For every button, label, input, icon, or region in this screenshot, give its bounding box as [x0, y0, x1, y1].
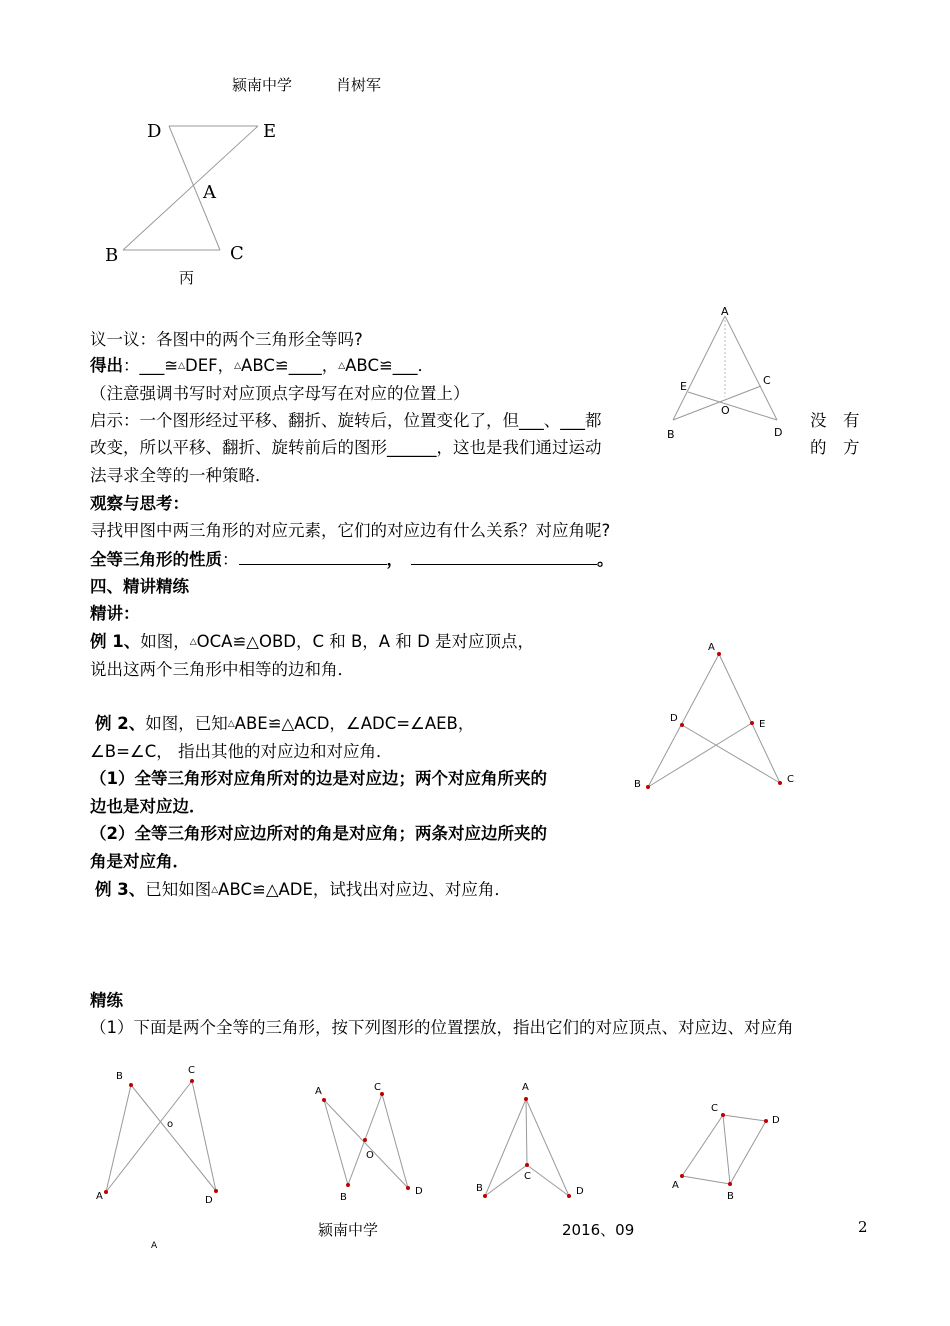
- page-number: 2: [858, 1218, 868, 1236]
- observe-heading: 观察与思考：: [90, 494, 189, 513]
- label-d: D: [576, 1186, 584, 1197]
- point-d: [567, 1194, 571, 1198]
- section-title: 四、精讲精练: [90, 577, 189, 596]
- practice-figure-4: [668, 1097, 793, 1207]
- label-c: C: [524, 1171, 531, 1182]
- property-label: 全等三角形的性质: [90, 550, 222, 569]
- figure-top-right: [660, 300, 790, 445]
- segment-cd: [723, 1115, 766, 1121]
- result-d: ABC≌___．: [345, 356, 435, 375]
- triangle-icon: △: [178, 361, 185, 371]
- practice-question-1: （1）下面是两个全等的三角形，按下列图形的位置摆放，指出它们的对应顶点、对应边、对应角: [90, 1018, 794, 1037]
- point-a: [104, 1190, 108, 1194]
- result-c: ABC≌____，: [241, 356, 339, 375]
- practice-figure-3: [470, 1076, 590, 1206]
- triangle-icon: △: [234, 361, 242, 371]
- example-3-text2: ABC≌△ADE，试找出对应边、对应角．: [218, 880, 511, 899]
- point-c: [721, 1113, 725, 1117]
- point-b: [346, 1183, 350, 1187]
- segment-db: [730, 1121, 766, 1184]
- point-c: [190, 1079, 194, 1083]
- segment-ab: [682, 1176, 730, 1184]
- label-c: C: [787, 774, 794, 785]
- stray-label: A: [151, 1241, 158, 1251]
- point-a: [717, 652, 721, 656]
- example-1: [90, 631, 534, 653]
- example-2-line-2: ∠B=∠C， 指出其他的对应边和对应角．: [90, 742, 393, 761]
- result-line: [90, 355, 434, 377]
- example-1-label: 例 1、: [90, 632, 141, 651]
- label-d: D: [774, 426, 783, 439]
- point-e: [750, 721, 754, 725]
- label-b: B: [634, 779, 641, 790]
- label-b: B: [667, 428, 675, 441]
- label-b: B: [476, 1183, 483, 1194]
- jingjiang-heading: 精讲：: [90, 604, 140, 623]
- point-a: [680, 1174, 684, 1178]
- hint-line-1: 启示：一个图形经过平移、翻折、旋转后，位置变化了，但___、___都: [90, 411, 602, 430]
- label-a: A: [721, 305, 729, 318]
- example-1-text: 如图，: [140, 632, 190, 651]
- hint-line-3: 法寻求全等的一种策略．: [90, 466, 272, 485]
- label-b: B: [116, 1071, 123, 1082]
- segment-eb: [123, 126, 258, 250]
- label-d: D: [772, 1115, 780, 1126]
- label-a: A: [672, 1180, 679, 1191]
- label-c: C: [188, 1065, 195, 1076]
- segment-bd: [131, 1085, 216, 1191]
- point-b: [728, 1182, 732, 1186]
- label-a: A: [522, 1082, 529, 1093]
- header-school: 颍南中学: [232, 76, 293, 94]
- hint-line-2: 改变，所以平移、翻折、旋转前后的图形______，这也是我们通过运动: [90, 438, 602, 457]
- example-3-text: 已知如图: [145, 880, 212, 899]
- figure-mid-right: [630, 635, 805, 795]
- example-2: [95, 713, 474, 735]
- label-c: C: [711, 1103, 718, 1114]
- note: （注意强调书写时对应顶点字母写在对应的位置上）: [90, 384, 470, 403]
- footer-school: 颍南中学: [318, 1221, 379, 1239]
- rule-2-line-1: （2）全等三角形对应边所对的角是对应角；两条对应边所夹的: [90, 824, 547, 843]
- label-b: B: [727, 1191, 734, 1202]
- segment-cd: [682, 725, 780, 783]
- point-b: [483, 1194, 487, 1198]
- property-line: [90, 548, 614, 571]
- rule-1-line-2: 边也是对应边．: [90, 797, 206, 816]
- point-o: [363, 1138, 367, 1142]
- triangle-icon: △: [211, 885, 219, 895]
- rule-1-line-1: （1）全等三角形对应角所对的边是对应边；两个对应角所夹的: [90, 769, 547, 788]
- label-e: E: [263, 121, 277, 142]
- hint-line-1-end: 没 有: [810, 411, 860, 430]
- triangle-icon: △: [227, 719, 235, 729]
- practice-figure-1: [92, 1058, 232, 1208]
- label-o: O: [721, 404, 730, 417]
- property-end: 。: [597, 550, 614, 569]
- segment-ac: [719, 654, 780, 783]
- segment-ad: [526, 1099, 569, 1196]
- example-2-text: 如图，已知: [145, 714, 228, 733]
- rule-2-line-2: 角是对应角．: [90, 852, 189, 871]
- point-d: [680, 723, 684, 727]
- property-colon: ：: [222, 550, 239, 569]
- example-2-text2: ABE≌△ACD，∠ADC=∠AEB，: [234, 714, 475, 733]
- property-blank-1[interactable]: [239, 548, 387, 565]
- label-a: A: [708, 642, 715, 653]
- property-sep: ，: [386, 550, 403, 569]
- triangle-icon: △: [338, 361, 346, 371]
- example-1-line-2: 说出这两个三角形中相等的边和角．: [90, 660, 354, 679]
- label-a: A: [315, 1086, 322, 1097]
- label-d: D: [147, 121, 162, 142]
- point-c: [778, 781, 782, 785]
- point-a: [524, 1097, 528, 1101]
- label-d: D: [205, 1195, 213, 1206]
- example-3: [95, 879, 511, 901]
- point-c: [525, 1163, 529, 1167]
- label-a: A: [203, 182, 216, 203]
- footer-date: 2016、09: [562, 1221, 635, 1239]
- label-e: E: [759, 719, 766, 730]
- segment-de: [688, 392, 777, 420]
- segment-ab: [648, 654, 719, 787]
- segment-ca: [682, 1115, 723, 1176]
- example-2-label: 例 2、: [95, 714, 146, 733]
- practice-title: 精练: [90, 991, 123, 1010]
- label-d: D: [670, 713, 678, 724]
- label-b: B: [340, 1192, 347, 1203]
- label-c: C: [763, 374, 771, 387]
- header-author: 肖树军: [336, 76, 382, 94]
- discuss-title: 议一议：各图中的两个三角形全等吗?: [90, 330, 363, 349]
- segment-ad: [725, 316, 777, 420]
- practice-figure-2: [305, 1072, 435, 1207]
- label-e: E: [680, 380, 687, 393]
- label-o: o: [167, 1119, 174, 1130]
- segment-ac: [526, 1099, 527, 1165]
- hint-line-2-end: 的 方: [810, 438, 860, 457]
- segment-cd: [192, 1081, 216, 1191]
- point-d: [764, 1119, 768, 1123]
- label-c: C: [230, 243, 244, 264]
- label-d: D: [415, 1186, 423, 1197]
- segment-ab: [673, 316, 725, 420]
- label-o: O: [366, 1150, 374, 1161]
- segment-cb: [723, 1115, 730, 1184]
- property-blank-2[interactable]: [411, 548, 597, 565]
- triangle-icon: △: [189, 637, 197, 647]
- label-b: B: [105, 245, 119, 266]
- result-label: 得出: [90, 356, 123, 375]
- label-c: C: [374, 1082, 381, 1093]
- point-d: [214, 1189, 218, 1193]
- segment-be: [648, 723, 752, 787]
- segment-cd: [527, 1165, 569, 1196]
- figure-caption: 丙: [179, 269, 195, 287]
- example-1-text2: OCA≌△OBD，C 和 B，A 和 D 是对应顶点，: [196, 632, 535, 651]
- figure-bing: [95, 110, 295, 300]
- point-b: [129, 1083, 133, 1087]
- point-a: [322, 1098, 326, 1102]
- point-b: [646, 785, 650, 789]
- result-a: ：___≅: [123, 356, 179, 375]
- observe-question: 寻找甲图中两三角形的对应元素，它们的对应边有什么关系？对应角呢?: [90, 521, 611, 540]
- point-d: [406, 1186, 410, 1190]
- example-3-label: 例 3、: [95, 880, 146, 899]
- result-b: DEF，: [185, 356, 235, 375]
- label-a: A: [96, 1191, 103, 1202]
